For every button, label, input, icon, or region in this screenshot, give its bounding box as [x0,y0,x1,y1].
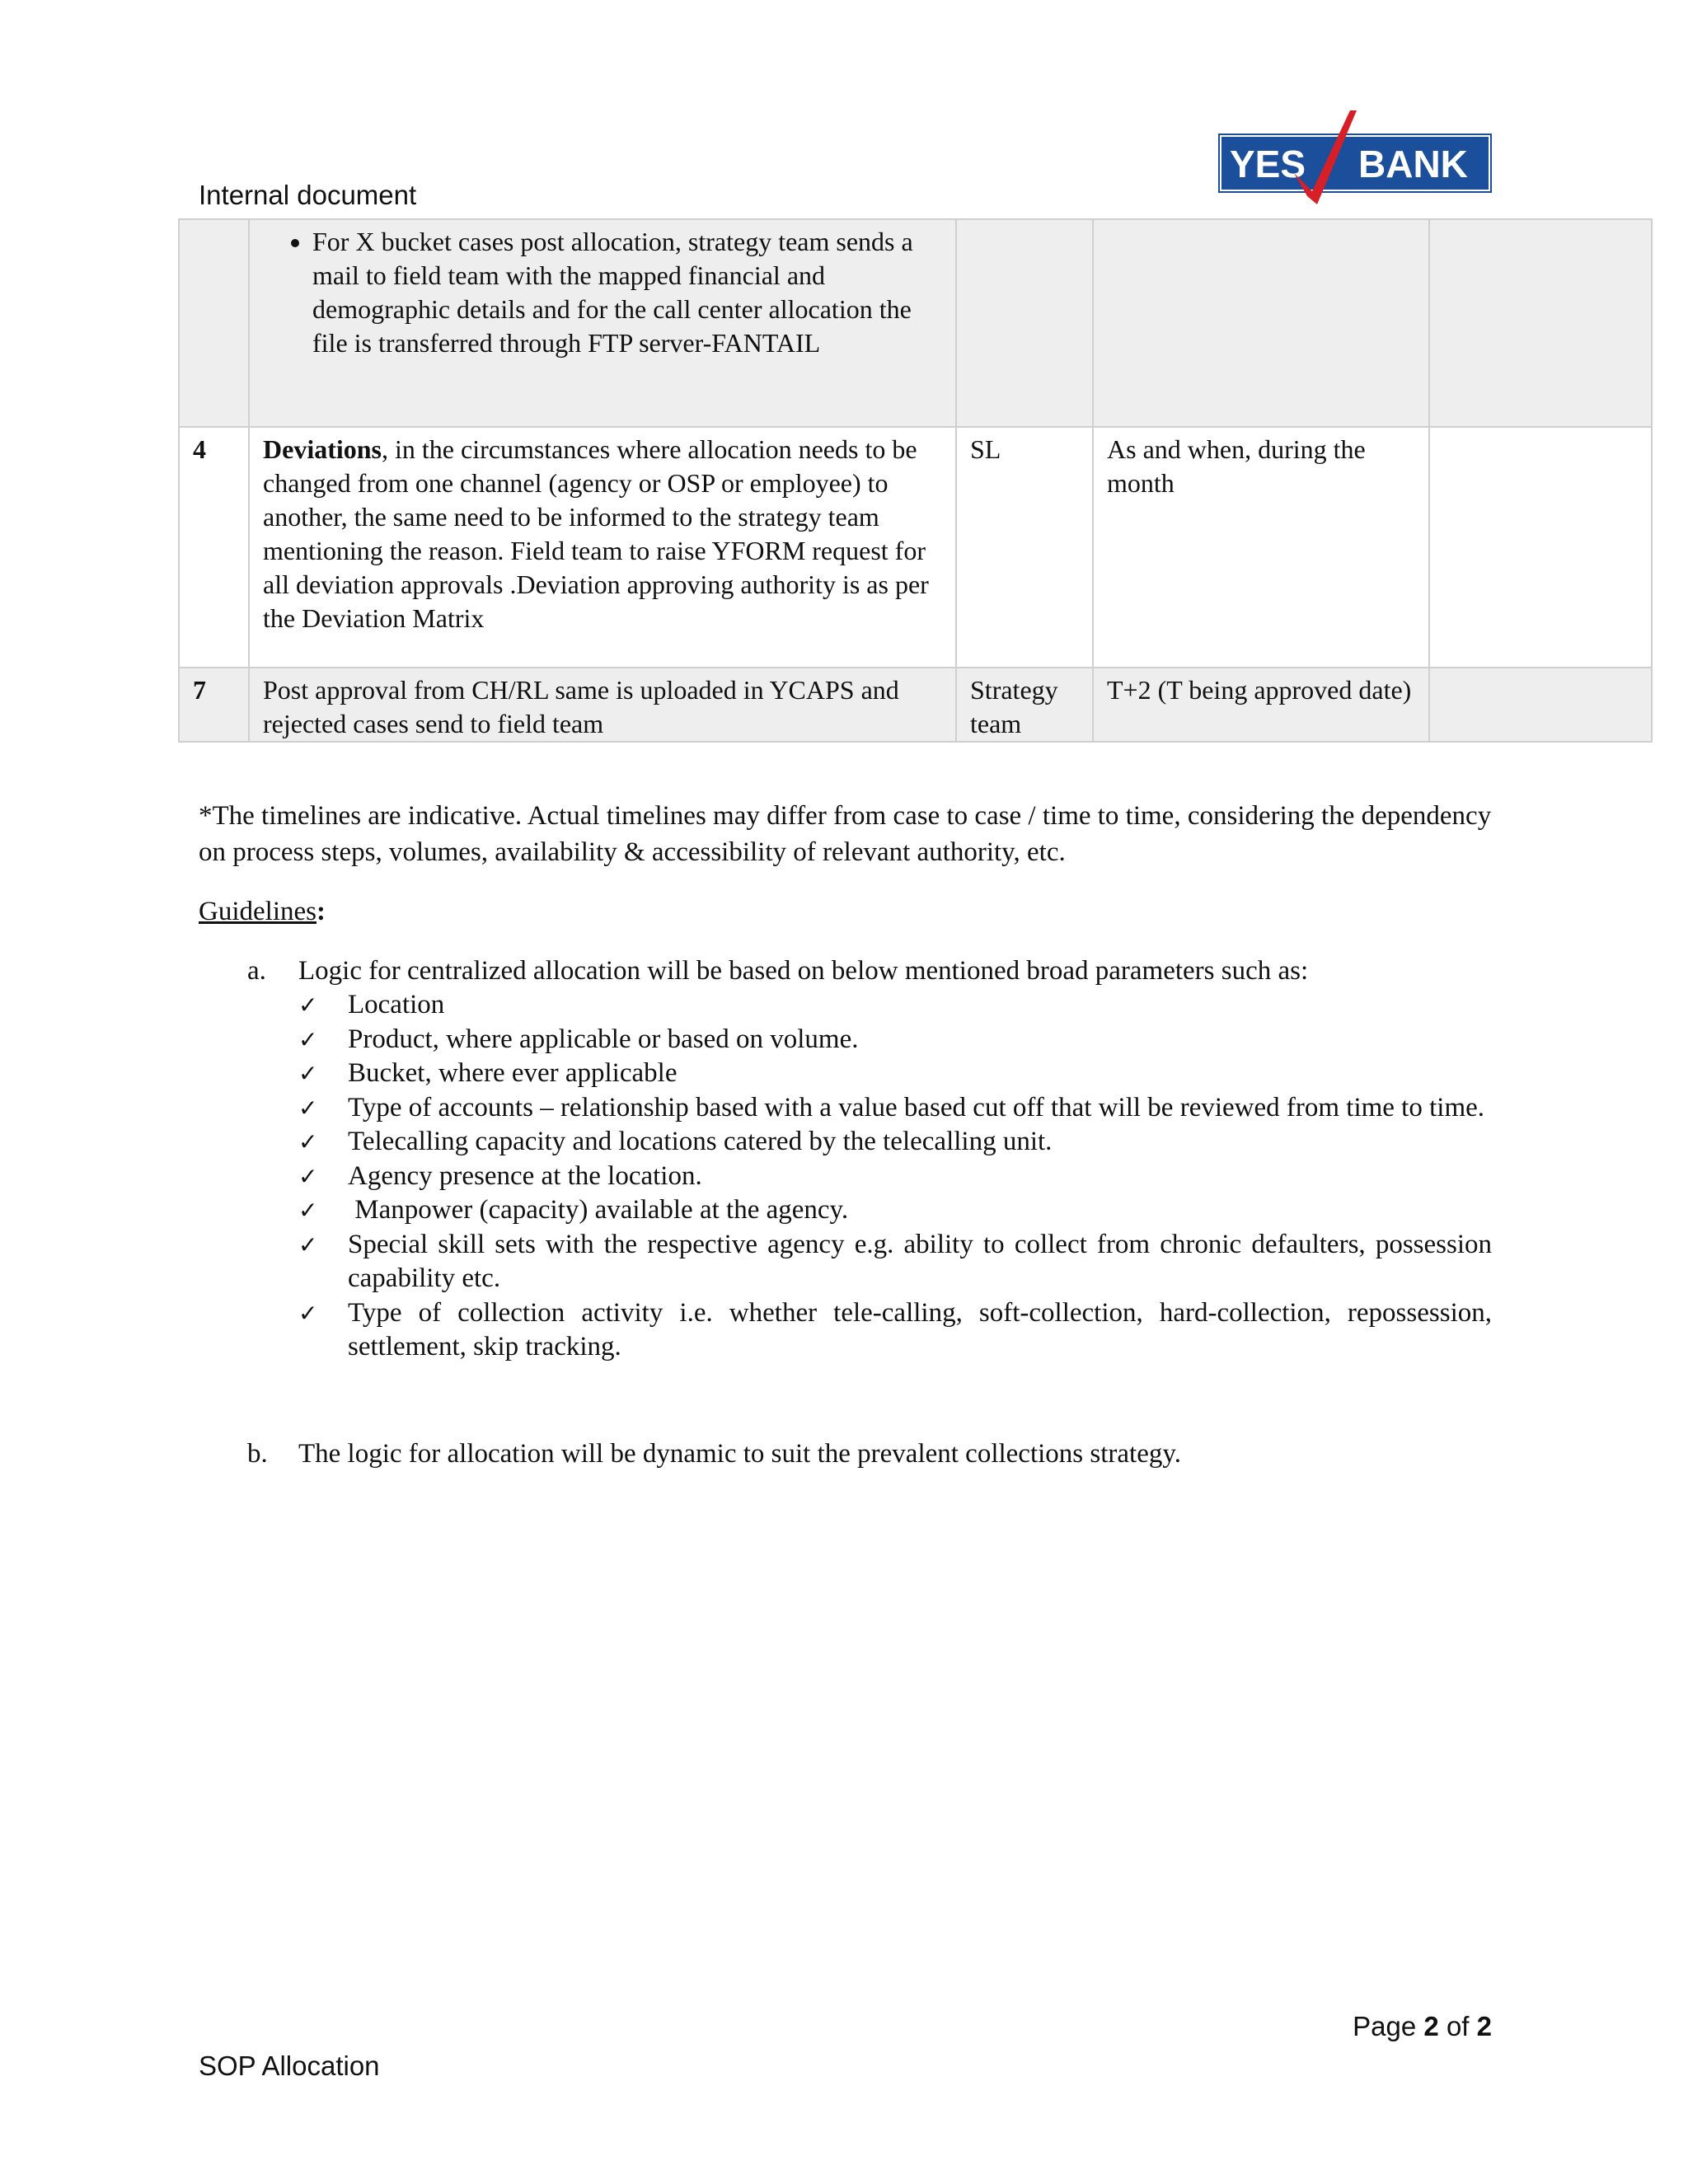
timeline-cell [1093,219,1429,427]
checkmark-icon: ✓ [298,1230,318,1258]
activity-cell [249,427,956,668]
table-row [179,219,1652,427]
timeline-cell: As and when, during the month [1093,427,1429,668]
activity-text: , in the circumstances where allocation needs to be changed from one channel (agency or OSP or employee) to another, the same need to be informed to the strategy team mentioning the reason. Field team to raise YFORM request for all deviation approvals .Deviation approving authority is as per the Deviation Matrix [263,434,929,633]
list-item: ✓ Agency presence at the location. [247,1160,1492,1194]
responsibility-cell: Strategy team [956,668,1093,742]
timeline-note: *The timelines are indicative. Actual timelines may differ from case to case / time to time, considering the dependency on process steps, volumes, availability & accessibility of relevant authority, etc. [199,801,1492,867]
extra-cell [1429,668,1652,742]
document-classification-label: Internal document [199,180,417,210]
responsibility-cell: SL [956,427,1093,668]
guideline-item-b [247,1436,1492,1471]
parameter-checklist [247,988,1492,1365]
guideline-item-a [247,954,1492,988]
logo-text-yes: YES [1230,143,1306,185]
list-item: ✓ Location [247,988,1492,1023]
checkmark-icon: ✓ [298,1025,318,1053]
checkmark-icon: ✓ [298,1299,318,1327]
bullet-item: • For X bucket cases post allocation, strategy team sends a mail to field team with the mapped financial and demographic details and for the call center allocation the file is transferred through FTP server-FANTAIL [312,225,942,360]
checkmark-icon: ✓ [298,1128,318,1155]
activity-cell [249,219,956,427]
checkmark-icon: ✓ [298,1162,318,1190]
page-number: Page 2 of 2 [1353,2011,1492,2041]
extra-cell [1429,427,1652,668]
checkmark-icon: ✓ [298,1060,318,1087]
footer-document-title: SOP Allocation [199,2050,380,2081]
item-letter: b. [247,1439,268,1469]
yes-bank-logo [1218,109,1492,211]
activity-lead: Deviations [263,434,382,464]
row-number-cell: 4 [179,427,249,668]
activity-cell: Post approval from CH/RL same is uploaded in YCAPS and rejected cases send to field team [249,668,956,742]
sop-process-table [178,218,1653,743]
timeline-cell: T+2 (T being approved date) [1093,668,1429,742]
row-number-cell [179,219,249,427]
list-item: ✓ Type of accounts – relationship based with a value based cut off that will be reviewed from time to time. [247,1091,1492,1126]
extra-cell [1429,219,1652,427]
list-item: ✓ Manpower (capacity) available at the agency. [247,1193,1492,1228]
list-item: ✓ Type of collection activity i.e. whether tele-calling, soft-collection, hard-collection, repossession, settlement, skip tracking. [298,1297,1492,1361]
guidelines-heading: Guidelines: [199,897,326,926]
item-text: Logic for centralized allocation will be based on below mentioned broad parameters such as: [298,956,1309,986]
row-number-cell: 7 [179,668,249,742]
checkmark-icon: ✓ [298,1197,318,1224]
logo-text-bank: BANK [1358,143,1468,185]
list-item: ✓ Bucket, where ever applicable [247,1057,1492,1091]
checkmark-icon: ✓ [298,1094,318,1122]
list-item: ✓ Product, where applicable or based on volume. [247,1023,1492,1057]
list-item: ✓ Special skill sets with the respective agency e.g. ability to collect from chronic defaulters, possession capability etc. [298,1229,1492,1293]
list-item: ✓ Telecalling capacity and locations catered by the telecalling unit. [247,1125,1492,1160]
item-text: The logic for allocation will be dynamic to suit the prevalent collections strategy. [298,1439,1181,1469]
responsibility-cell [956,219,1093,427]
checkmark-icon: ✓ [298,991,318,1019]
item-letter: a. [247,956,266,986]
table-row [179,668,1652,742]
table-row [179,427,1652,668]
